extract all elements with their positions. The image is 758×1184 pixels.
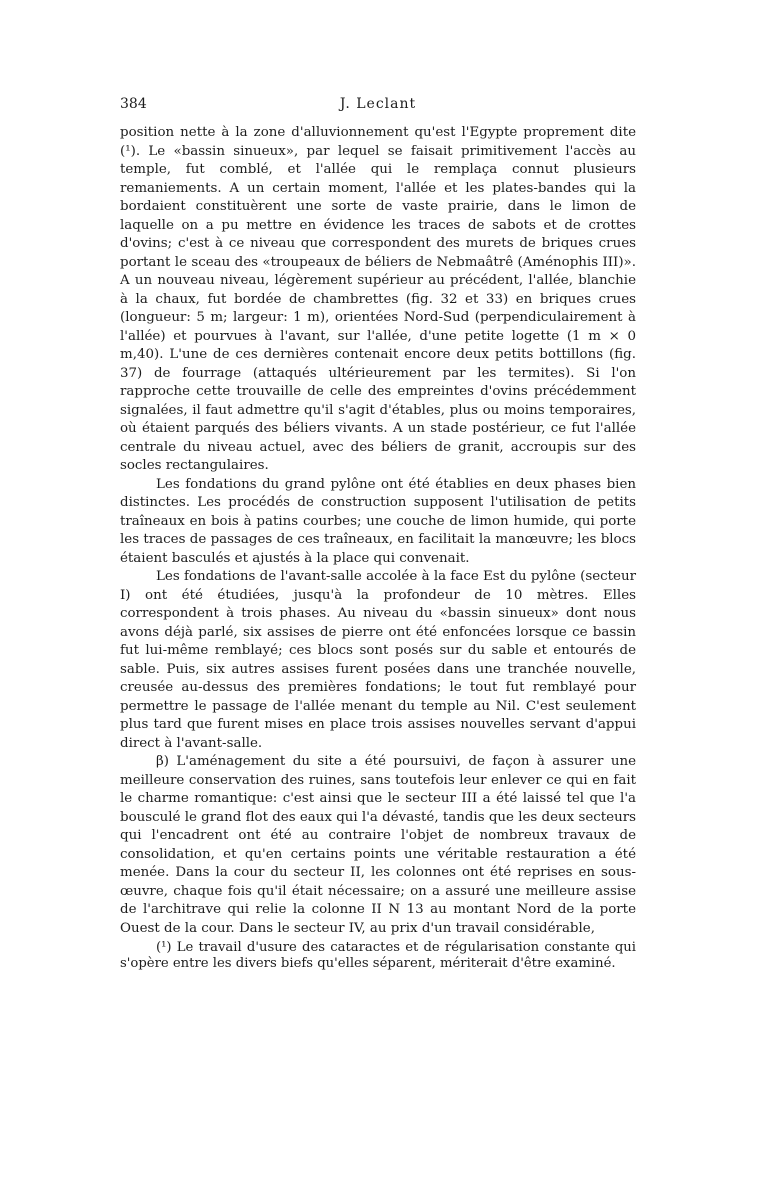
body-text — [120, 124, 636, 938]
paragraph: Les fondations de l'avant-salle accolée à la face Est du pylône (secteur I) ont été étudiées, jusqu'à la profondeur de 10 mètres. Elles correspondent à trois phases. Au niveau du «bassin sinueux» dont nous avons déjà parlé, six assises de pierre ont été enfoncées lorsque ce bassin fut lui-même remblayé; ces blocs sont posés sur du sable et entourés de sable. Puis, six autres assises furent posées dans une tranchée nouvelle, creusée au-dessus des premières fondations; le tout fut remblayé pour permettre le passage de l'allée menant du temple au Nil. C'est seulement plus tard que furent mises en place trois assises nouvelles servant d'appui direct à l'avant-salle. — [120, 569, 636, 751]
page-number: 384 — [120, 96, 147, 112]
running-head: J. Leclant — [339, 96, 417, 112]
page-header — [120, 96, 636, 116]
footnote — [120, 940, 636, 971]
paragraph: Les fondations du grand pylône ont été établies en deux phases bien distinctes. Les procédés de construction supposent l'utilisation de petits traîneaux en bois à patins courbes; une couche de limon humide, qui porte les traces de passages de ces traîneaux, en facilitait la manœuvre; les blocs étaient basculés et ajustés à la place qui convenait. — [120, 476, 636, 566]
paragraph: β) L'aménagement du site a été poursuivi, de façon à assurer une meilleure conservation des ruines, sans toutefois leur enlever ce qui en fait le charme romantique: c'est ainsi que le secteur III a été laissé tel que l'a bousculé le grand flot des eaux qui l'a dévasté, tandis que les deux secteurs qui l'encadrent ont été au contraire l'objet de nombreux travaux de consolidation, et qu'en certains points une véritable restauration a été menée. Dans la cour du secteur II, les colonnes ont été reprises en sous-œuvre, chaque fois qu'il était nécessaire; on a assuré une meilleure assise de l'architrave qui relie la colonne II N 13 au montant Nord de la porte Ouest de la cour. Dans le secteur IV, au prix d'un travail considérable, — [120, 754, 636, 936]
paragraph: position nette à la zone d'alluvionnement qu'est l'Egypte proprement dite (¹). Le «bassin sinueux», par lequel se faisait primitivement l'accès au temple, fut comblé, et l'allée qui le remplaça connut plusieurs remaniements. A un certain moment, l'allée et les plates-bandes qui la bordaient constituèrent une sorte de vaste prairie, dans le limon de laquelle on a pu mettre en évidence les traces de sabots et de crottes d'ovins; c'est à ce niveau que correspondent des murets de briques crues portant le sceau des «troupeaux de béliers de Nebmaâtrê (Aménophis III)». A un nouveau niveau, légèrement supérieur au précédent, l'allée, blanchie à la chaux, fut bordée de chambrettes (fig. 32 et 33) en briques crues (longueur: 5 m; largeur: 1 m), orientées Nord-Sud (perpendiculairement à l'allée) et pourvues à l'avant, sur l'allée, d'une petite logette (1 m × 0 m,40). L'une de ces dernières contenait encore deux petits bottillons (fig. 37) de fourrage (attaqués ultérieurement par les termites). Si l'on rapproche cette trouvaille de celle des empreintes d'ovins précédemment signalées, il faut admettre qu'il s'agit d'étables, plus ou moins temporaires, où étaient parqués des béliers vivants. A un stade postérieur, ce fut l'allée centrale du niveau actuel, avec des béliers de granit, accroupis sur des socles rectangulaires. — [120, 125, 636, 473]
footnote-text: (¹) Le travail d'usure des cataractes et de régularisation constante qui s'opère entre les divers biefs qu'elles séparent, mériterait d'être examiné. — [120, 940, 636, 971]
